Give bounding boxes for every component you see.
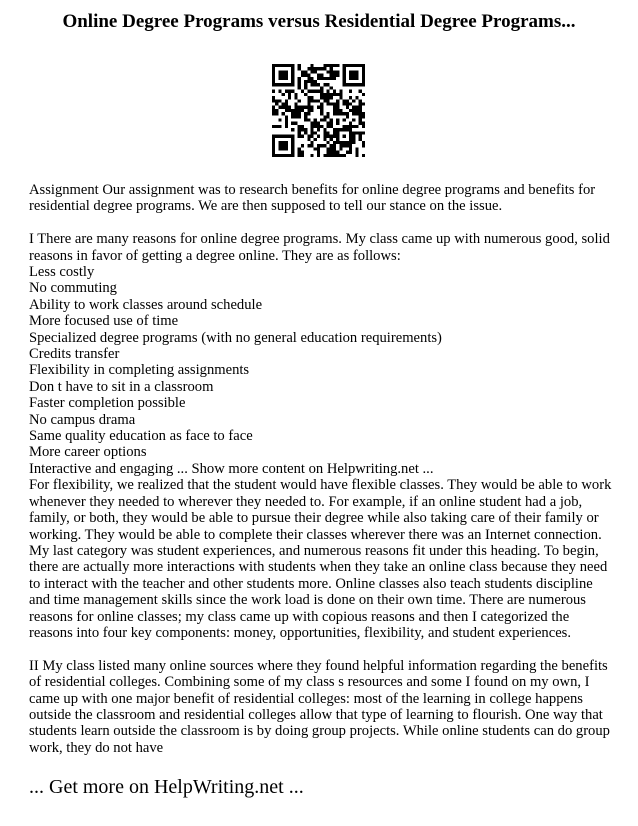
get-more-link[interactable]: ... Get more on HelpWriting.net ... [29, 776, 304, 798]
qr-code-image [272, 64, 365, 157]
reason-item: Credits transfer [29, 346, 120, 363]
reason-item: More career options [29, 444, 147, 461]
reason-item: Faster completion possible [29, 395, 186, 412]
reason-item: Don t have to sit in a classroom [29, 378, 214, 395]
reason-item: No campus drama [29, 411, 136, 428]
reason-item: More focused use of time [29, 313, 179, 330]
document-body [29, 182, 615, 756]
reason-item: No commuting [29, 280, 117, 297]
paragraph-flexibility: For flexibility, we realized that the student would have flexible classes. They would be able to work whenever they needed to wherever they needed to. For example, if an online student had a job, family, or both, they would be able to pursue their degree while also taking care of their family or working. They would be able to complete their classes wherever there was an Internet connection. My last category was student experiences, and numerous reasons fit under this heading. To begin, there are actually more interactions with students when they take an online class because they need to interact with the teacher and other students more. Online classes also teach students discipline and time management skills since the work load is done on their own time. There are numerous reasons for online classes; my class came up with copious reasons and then I categorized the reasons into four key components: money, opportunities, flexibility, and student experiences. [29, 477, 612, 641]
paragraph-assignment: Assignment Our assignment was to research benefits for online degree programs and benefits for residential degree programs. We are then supposed to tell our stance on the issue. [29, 182, 596, 215]
reason-item: Interactive and engaging ... Show more content on Helpwriting.net ... [29, 460, 434, 477]
document-title: Online Degree Programs versus Residential Degree Programs... [62, 11, 576, 32]
reason-item: Flexibility in completing assignments [29, 362, 250, 379]
reasons-list [29, 264, 615, 477]
reason-item: Same quality education as face to face [29, 428, 253, 445]
reason-item: Ability to work classes around schedule [29, 296, 263, 313]
reason-item: Less costly [29, 264, 95, 281]
reason-item: Specialized degree programs (with no general education requirements) [29, 329, 442, 346]
qr-code-graphic [272, 64, 365, 157]
paragraph-online-intro: I There are many reasons for online degree programs. My class came up with numerous good, solid reasons in favor of getting a degree online. They are as follows: [29, 231, 610, 264]
paragraph-residential: II My class listed many online sources where they found helpful information regarding the benefits of residential colleges. Combining some of my class s resources and some I found on my own, I came up with one major benefit of residential colleges: most of the learning in college happens outside the classroom and residential colleges allow that type of learning to flourish. One way that students learn outside the classroom is by doing group projects. While online students can do group work, they do not have [29, 657, 610, 756]
